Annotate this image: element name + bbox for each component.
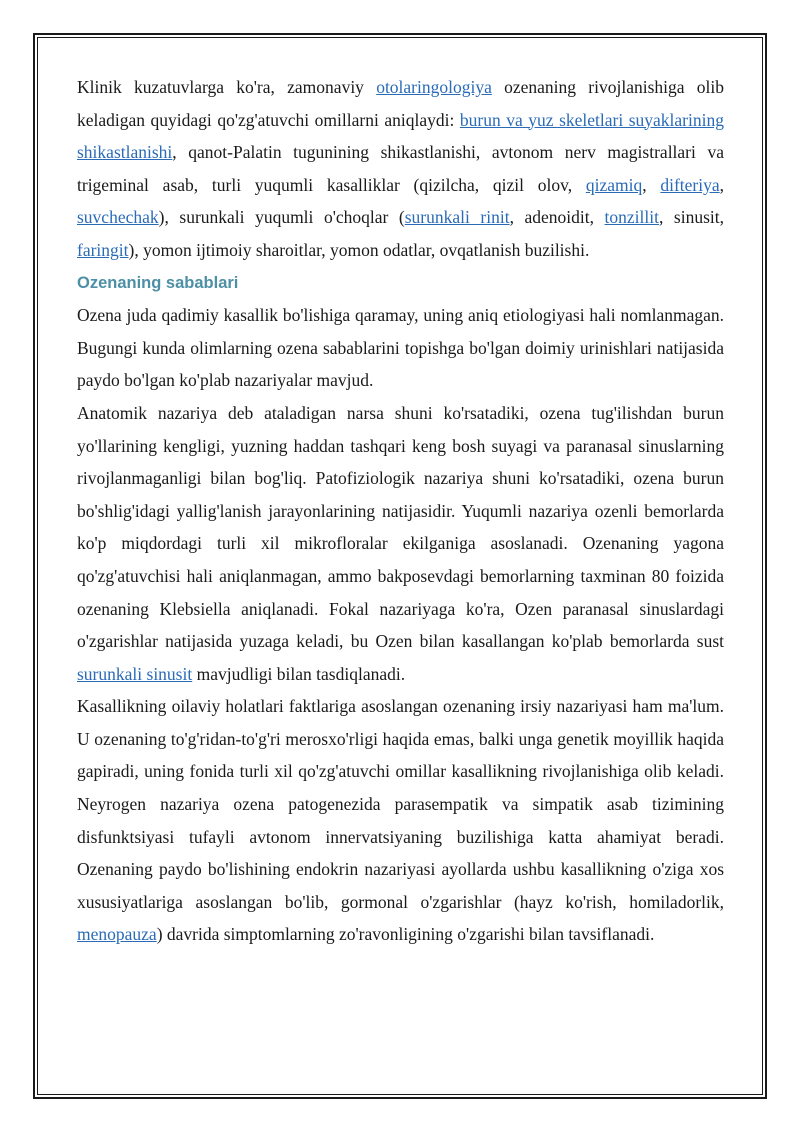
link-qizamiq[interactable]: qizamiq xyxy=(585,174,643,195)
text: ozenaning rivojlanishiga olib keladigan quyidagi qo'zg'atuvchi omillarni aniqlaydi: xyxy=(77,77,724,130)
link-otolaringologiya[interactable]: otolaringologiya xyxy=(376,77,492,97)
link-difteriya[interactable]: difteriya xyxy=(660,174,720,195)
text: ), surunkali yuqumli o'choqlar ( xyxy=(158,207,405,228)
text: Anatomik nazariya deb ataladigan narsa shuni ko'rsatadiki, ozena tug'ilishdan burun yo'llarining kengligi, yuzning haddan tashqari keng bosh suyagi va paranasal sinuslarning rivojlanmaganligi bilan bog'liq. Patofiziologik nazariya shuni ko'rsatadiki, ozena burun bo'shlig'idagi yallig'lanish jarayonlarining natijasidir. Yuqumli nazariya ozenli bemorlarda ko'p miqdordagi turli xil mikrofloralar ekilganiga asoslanadi. Ozenaning yagona qo'zg'atuvchisi hali aniqlanmagan, ammo bakposevdagi bemorlarning taxminan 80 foizida ozenaning Klebsiella aniqlanadi. Fokal nazariyaga ko'ra, Ozen paranasal sinuslardagi o'zgarishlar natijasida yuzaga keladi, bu Ozen bilan kasallangan ko'plab bemorlarda sust xyxy=(77,402,724,652)
link-suvchechak[interactable]: suvchechak xyxy=(77,207,159,228)
text: , sinusit, xyxy=(658,207,724,228)
section-heading: Ozenaning sabablari xyxy=(77,273,239,292)
link-surunkali-sinusit[interactable]: surunkali sinusit xyxy=(77,663,193,684)
link-surunkali-rinit[interactable]: surunkali rinit xyxy=(404,207,510,228)
text: ), yomon ijtimoiy sharoitlar, yomon odatlar, ovqatlanish buzilishi. xyxy=(128,239,590,260)
link-tonzillit[interactable]: tonzillit xyxy=(604,207,659,228)
link-faringit[interactable]: faringit xyxy=(77,239,129,260)
text: Kasallikning oilaviy holatlari faktlariga asoslangan ozenaning irsiy nazariyasi ham ma'lum. U ozenaning to'g'ridan-to'g'ri merosxo'rligi haqida emas, balki unga genetik moyillik haqida gapiradi, uning fonida turli xil qo'zg'atuvchi omillar kasallikning rivojlanishiga olib keladi. Neyrogen nazariya ozena patogenezida parasempatik va simpatik asab tizimining disfunktsiyasi tufayli avtonom innervatsiyaning buzilishiga katta ahamiyat beradi. Ozenaning paydo bo'lishining endokrin nazariyasi ayollarda ushbu kasallikning o'ziga xos xususiyatlariga asoslangan bo'lib, gormonal o'zgarishlar (hayz ko'rish, homiladorlik, xyxy=(77,696,724,912)
text: , adenoidit, xyxy=(509,207,605,228)
paragraph-risk-factors xyxy=(77,71,724,267)
text: , qanot-Palatin tugunining shikastlanishi, avtonom nerv magistrallari va trigeminal asab, turli yuqumli kasalliklar (qizilcha, qizil olov, xyxy=(77,142,724,195)
text: Klinik kuzatuvlarga ko'ra, zamonaviy xyxy=(77,77,377,97)
text: , xyxy=(642,174,661,195)
link-skeletal-injury[interactable]: burun va yuz skeletlari suyaklarining shikastlanishi xyxy=(77,109,724,163)
paragraph-hereditary-theory xyxy=(77,690,724,951)
text: mavjudligi bilan tasdiqlanadi. xyxy=(192,663,406,684)
paragraph-theories xyxy=(77,397,724,690)
text: , xyxy=(719,174,725,195)
paragraph-etiology: Ozena juda qadimiy kasallik bo'lishiga qaramay, uning aniq etiologiyasi hali nomlanmagan. Bugungi kunda olimlarning ozena sabablarini topishga bo'lgan doimiy urinishlari natijasida paydo bo'lgan ko'plab nazariyalar mavjud. xyxy=(77,305,724,391)
text: ) davrida simptomlarning zo'ravonligining o'zgarishi bilan tavsiflanadi. xyxy=(156,924,655,945)
link-menopauza[interactable]: menopauza xyxy=(77,924,157,945)
document-body xyxy=(77,71,724,951)
